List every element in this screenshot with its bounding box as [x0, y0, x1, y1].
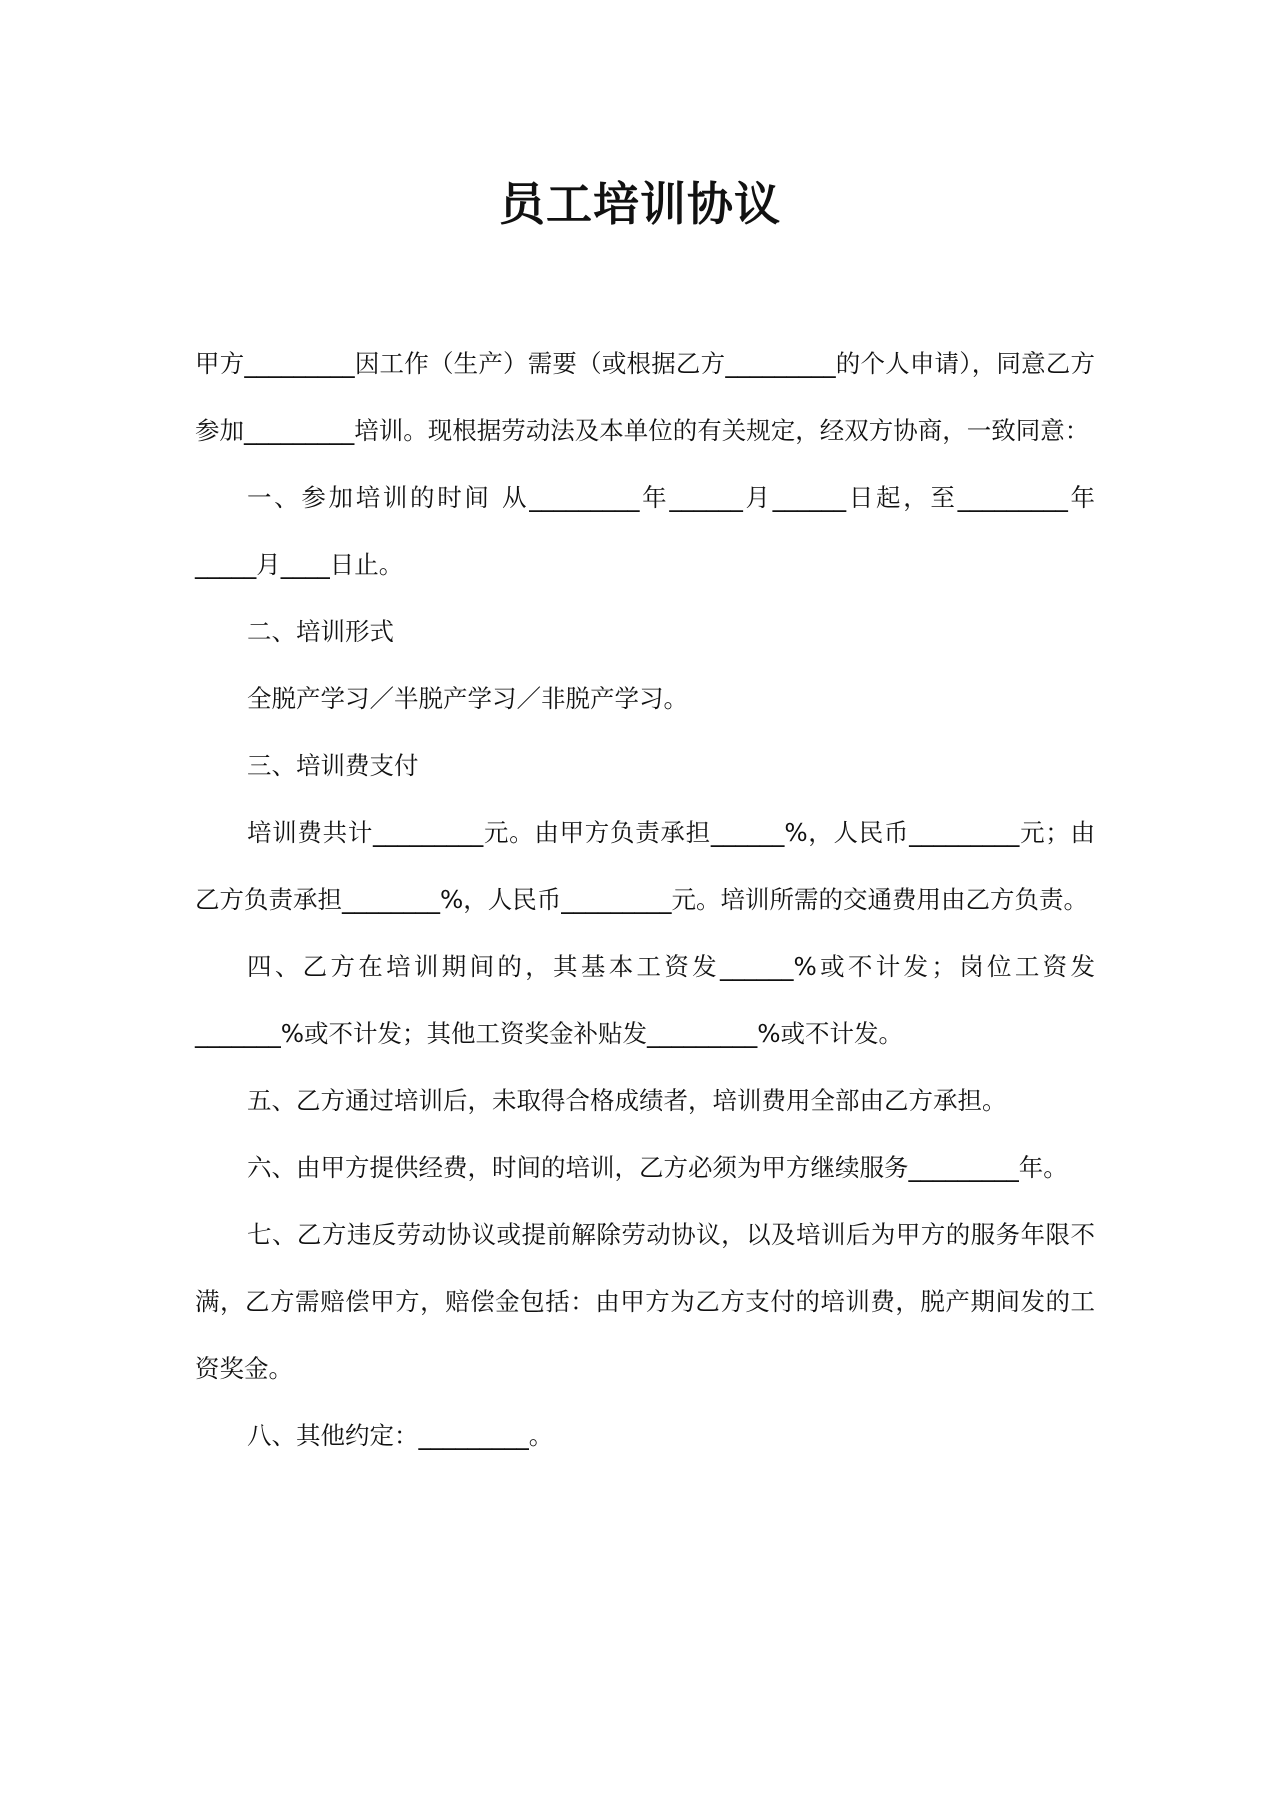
clause-1-training-time: 一、参加培训的时间 从_________年______月______日起，至_________年_____月____日止。 [195, 483, 1095, 579]
clause-3-heading: 三、培训费支付 [247, 751, 419, 780]
clause-2-training-form: 全脱产学习／半脱产学习／非脱产学习。 [247, 684, 688, 713]
clause-7-compensation: 七、乙方违反劳动协议或提前解除劳动协议，以及培训后为甲方的服务年限不满，乙方需赔偿甲方，赔偿金包括：由甲方为乙方支付的培训费，脱产期间发的工资奖金。 [195, 1220, 1095, 1383]
document-body [195, 330, 1095, 1469]
intro-paragraph: 甲方_________因工作（生产）需要（或根据乙方_________的个人申请），同意乙方参加_________培训。现根据劳动法及本单位的有关规定，经双方协商，一致同意： [195, 349, 1095, 445]
clause-6-service-period: 六、由甲方提供经费，时间的培训，乙方必须为甲方继续服务_________年。 [247, 1153, 1068, 1182]
clause-8-other-agreements: 八、其他约定：_________。 [247, 1421, 554, 1450]
clause-3-training-fee: 培训费共计_________元。由甲方负责承担______%，人民币_________元；由乙方负责承担________%，人民币_________元。培训所需的交通费用由乙方负责。 [195, 818, 1095, 914]
clause-4-salary-during-training: 四、乙方在培训期间的，其基本工资发______%或不计发；岗位工资发_______%或不计发；其他工资奖金补贴发_________%或不计发。 [195, 952, 1095, 1048]
clause-2-heading: 二、培训形式 [247, 617, 394, 646]
document-title: 员工培训协议 [499, 177, 781, 231]
clause-5-failed-training: 五、乙方通过培训后，未取得合格成绩者，培训费用全部由乙方承担。 [247, 1086, 1007, 1115]
